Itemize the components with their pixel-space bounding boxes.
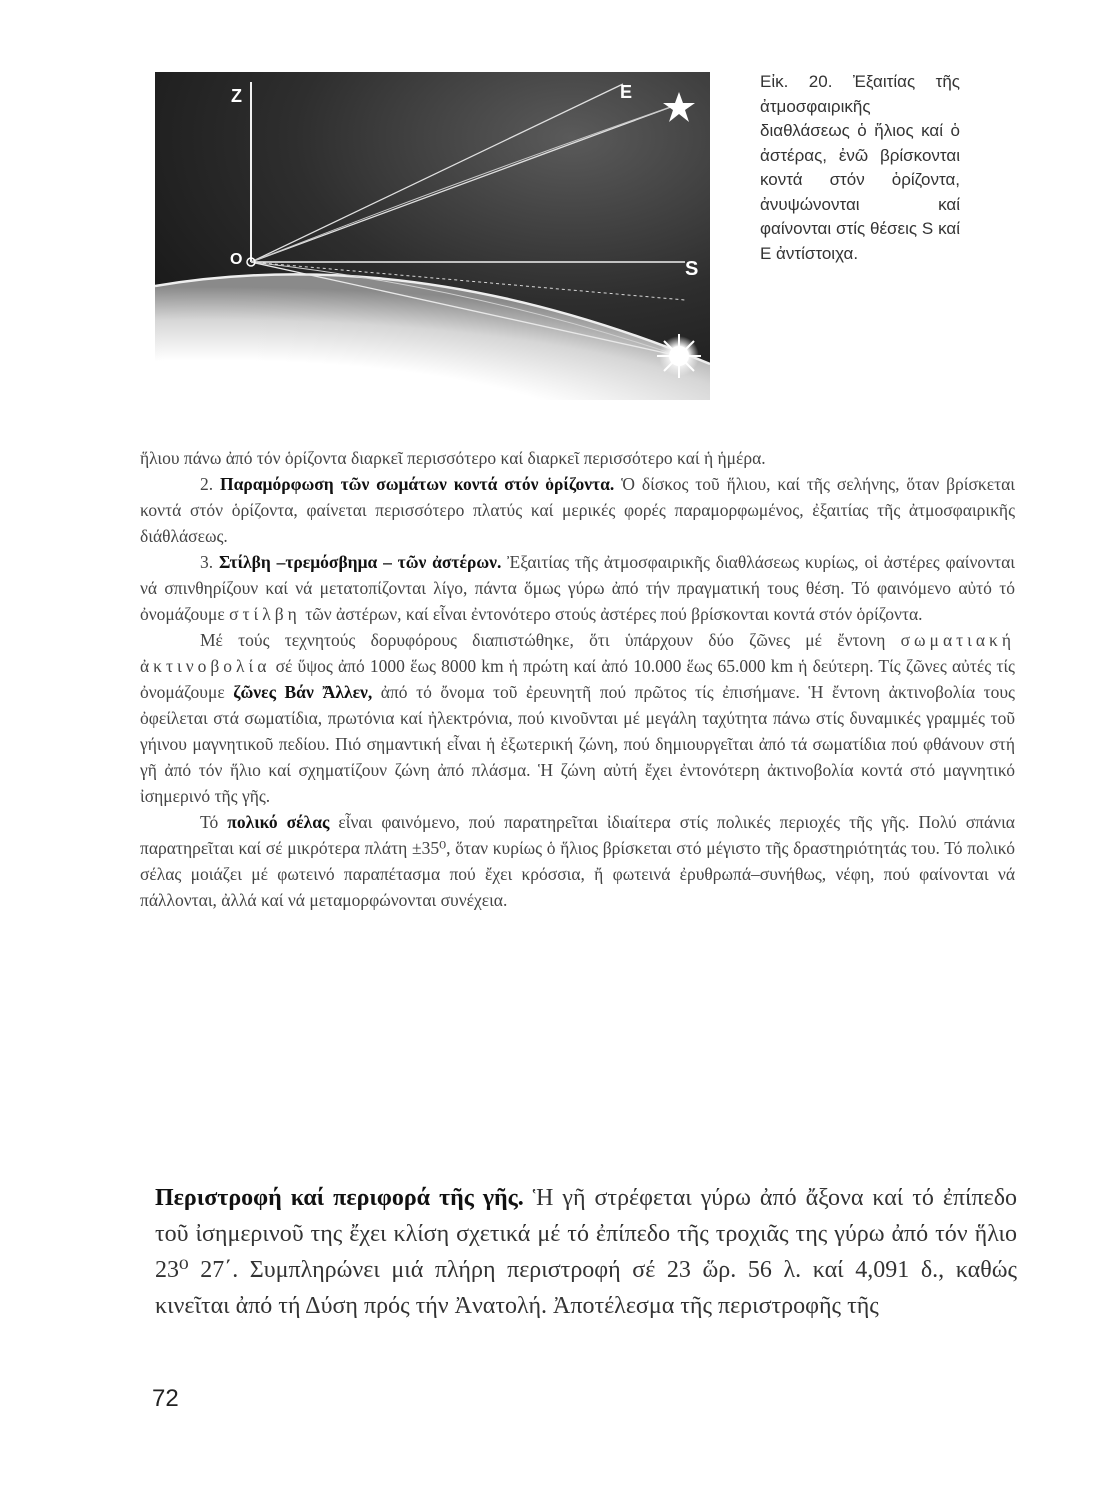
page-number: 72 <box>152 1385 179 1412</box>
paragraph-3 <box>140 549 1015 627</box>
paragraph-2-text: Ὁ δίσκος τοῦ ἥλιου, καί τῆς σελήνης, ὅταν βρίσκεται κοντά στόν ὁρίζοντα, φαίνεται περισσότερο πλατύς καί μερικές φορές παραμορφωμένος, ἐξαιτίας τῆς ἀτμοσφαιρικῆς διάθλάσεως. <box>140 474 1015 546</box>
section-heading: Περιστροφή καί περιφορά τῆς γῆς. <box>155 1185 524 1211</box>
body-text <box>140 445 1015 913</box>
paragraph-5-text-a: Τό <box>200 812 228 832</box>
figure-caption <box>760 70 960 266</box>
label-e: E <box>620 82 633 102</box>
section-paragraph <box>155 1180 1017 1324</box>
label-s: S <box>685 258 699 280</box>
paragraph-1: ἥλιου πάνω ἀπό τόν ὁρίζοντα διαρκεῖ περισσότερο καί διαρκεῖ περισσότερο καί ἡ ἡμέρα. <box>140 448 766 468</box>
paragraph-3-text-b: τῶν ἀστέρων, καί εἶναι ἐντονότερο στούς ἀστέρες πού βρίσκονται κοντά στόν ὁρίζοντα. <box>300 604 923 624</box>
paragraph-4-spaced: σωματιακή ἀκτινοβολία <box>140 630 1015 676</box>
paragraph-2 <box>140 471 1015 549</box>
refraction-diagram <box>155 72 710 400</box>
paragraph-5-bold: πολικό σέλας <box>227 812 330 832</box>
paragraph-2-heading: Παραμόρφωση τῶν σωμάτων κοντά στόν ὁρίζοντα. <box>220 474 615 494</box>
paragraph-4-text-c: ἀπό τό ὄνομα τοῦ ἐρευνητῆ πού πρῶτος τίς ἐπισήμανε. Ἡ ἔντονη ἀκτινοβολία τους ὀφείλεται στά σωματίδια, πρωτόνια καί ἠλεκτρόνια, πού κινοῦνται μέ μεγάλη ταχύτητα πάνω στίς δυναμικές γραμμές τοῦ γήινου μαγνητικοῦ πεδίου. Πιό σημαντική εἶναι ἡ ἐξωτερική ζώνη, πού δημιουργεῖται ἀπό τά σωματίδια πού φθάνουν στή γῆ ἀπό τόν ἥλιο καί σχηματίζουν ζώνη ἀπό πλάσμα. Ἡ ζώνη αὐτή ἔχει ἐντονότερη ἀκτινοβολία κοντά στό μαγνητικό ἰσημερινό τῆς γῆς. <box>140 682 1015 806</box>
label-o: O <box>230 251 243 268</box>
paragraph-4-text-b: σέ ὕψος ἀπό 1000 ἕως 8000 km ἡ πρώτη καί ἀπό 10.000 ἕως 65.000 km ἡ δεύτερη. Τίς ζῶνες αὐτές τίς ὀνομάζουμε <box>140 656 1015 702</box>
paragraph-3-number: 3. <box>200 552 219 572</box>
paragraph-3-spaced: στίλβη <box>229 604 301 624</box>
paragraph-3-heading: Στίλβη –τρεμόσβημα – τῶν ἀστέρων. <box>218 552 502 572</box>
section-text: Ἡ γῆ στρέφεται γύρω ἀπό ἄξονα καί τό ἐπίπεδο τοῦ ἰσημερινοῦ της ἔχει κλίση σχετικά μέ τό ἐπίπεδο τῆς τροχιᾶς της γύρω ἀπό τόν ἥλιο 23⁰ 27΄. Συμπληρώνει μιά πλήρη περιστροφή σέ 23 ὥρ. 56 λ. καί 4,091 δ., καθώς κινεῖται ἀπό τή Δύση πρός τήν Ἀνατολή. Ἀποτέλεσμα τῆς περιστροφῆς τῆς <box>155 1185 1017 1319</box>
paragraph-3-text-a: Ἐξαιτίας τῆς ἀτμοσφαιρικῆς διαθλάσεως κυρίως, οἱ ἀστέρες φαίνονται νά σπινθηρίζουν καί νά μετατοπίζονται λίγο, πάντα ὅμως γύρω ἀπό τήν πραγματική τους θέση. Τό φαινόμενο αὐτό τό ὀνομάζουμε <box>140 552 1016 624</box>
paragraph-4 <box>140 627 1015 809</box>
paragraph-5 <box>140 809 1015 913</box>
figure-caption-text: Εἰκ. 20. Ἐξαιτίας τῆς ἀτμοσφαιρικῆς διαθλάσεως ὁ ἥλιος καί ὁ ἀστέρας, ἐνῶ βρίσκονται κοντά στόν ὁρίζοντα, ἀνυψώνονται καί φαίνονται στίς θέσεις S καί E ἀντίστοιχα. <box>760 72 960 263</box>
section-rotation <box>155 1180 1017 1324</box>
label-z: Z <box>231 86 242 106</box>
refraction-figure <box>155 72 710 400</box>
paragraph-5-text-b: εἶναι φαινόμενο, πού παρατηρεῖται ἰδιαίτερα στίς πολικές περιοχές τῆς γῆς. Πολύ σπάνια παρατηρεῖται καί σέ μικρότερα πλάτη ±35⁰, ὅταν κυρίως ὁ ἥλιος βρίσκεται στό μέγιστο τῆς δραστηριότητάς του. Τό πολικό σέλας μοιάζει μέ φωτεινό παραπέτασμα πού ἔχει κρόσσια, ἤ φωτεινά ἐρυθρωπά–συνήθως, νέφη, πού φαίνονται νά πάλλονται, ἀλλά καί νά μεταμορφώνονται συνέχεια. <box>140 812 1015 910</box>
paragraph-2-number: 2. <box>200 474 221 494</box>
paragraph-4-text-a: Μέ τούς τεχνητούς δορυφόρους διαπιστώθηκε, ὅτι ὑπάρχουν δύο ζῶνες μέ ἔντονη <box>200 630 901 650</box>
paragraph-4-bold: ζῶνες Βάν Ἄλλεν, <box>233 682 373 702</box>
